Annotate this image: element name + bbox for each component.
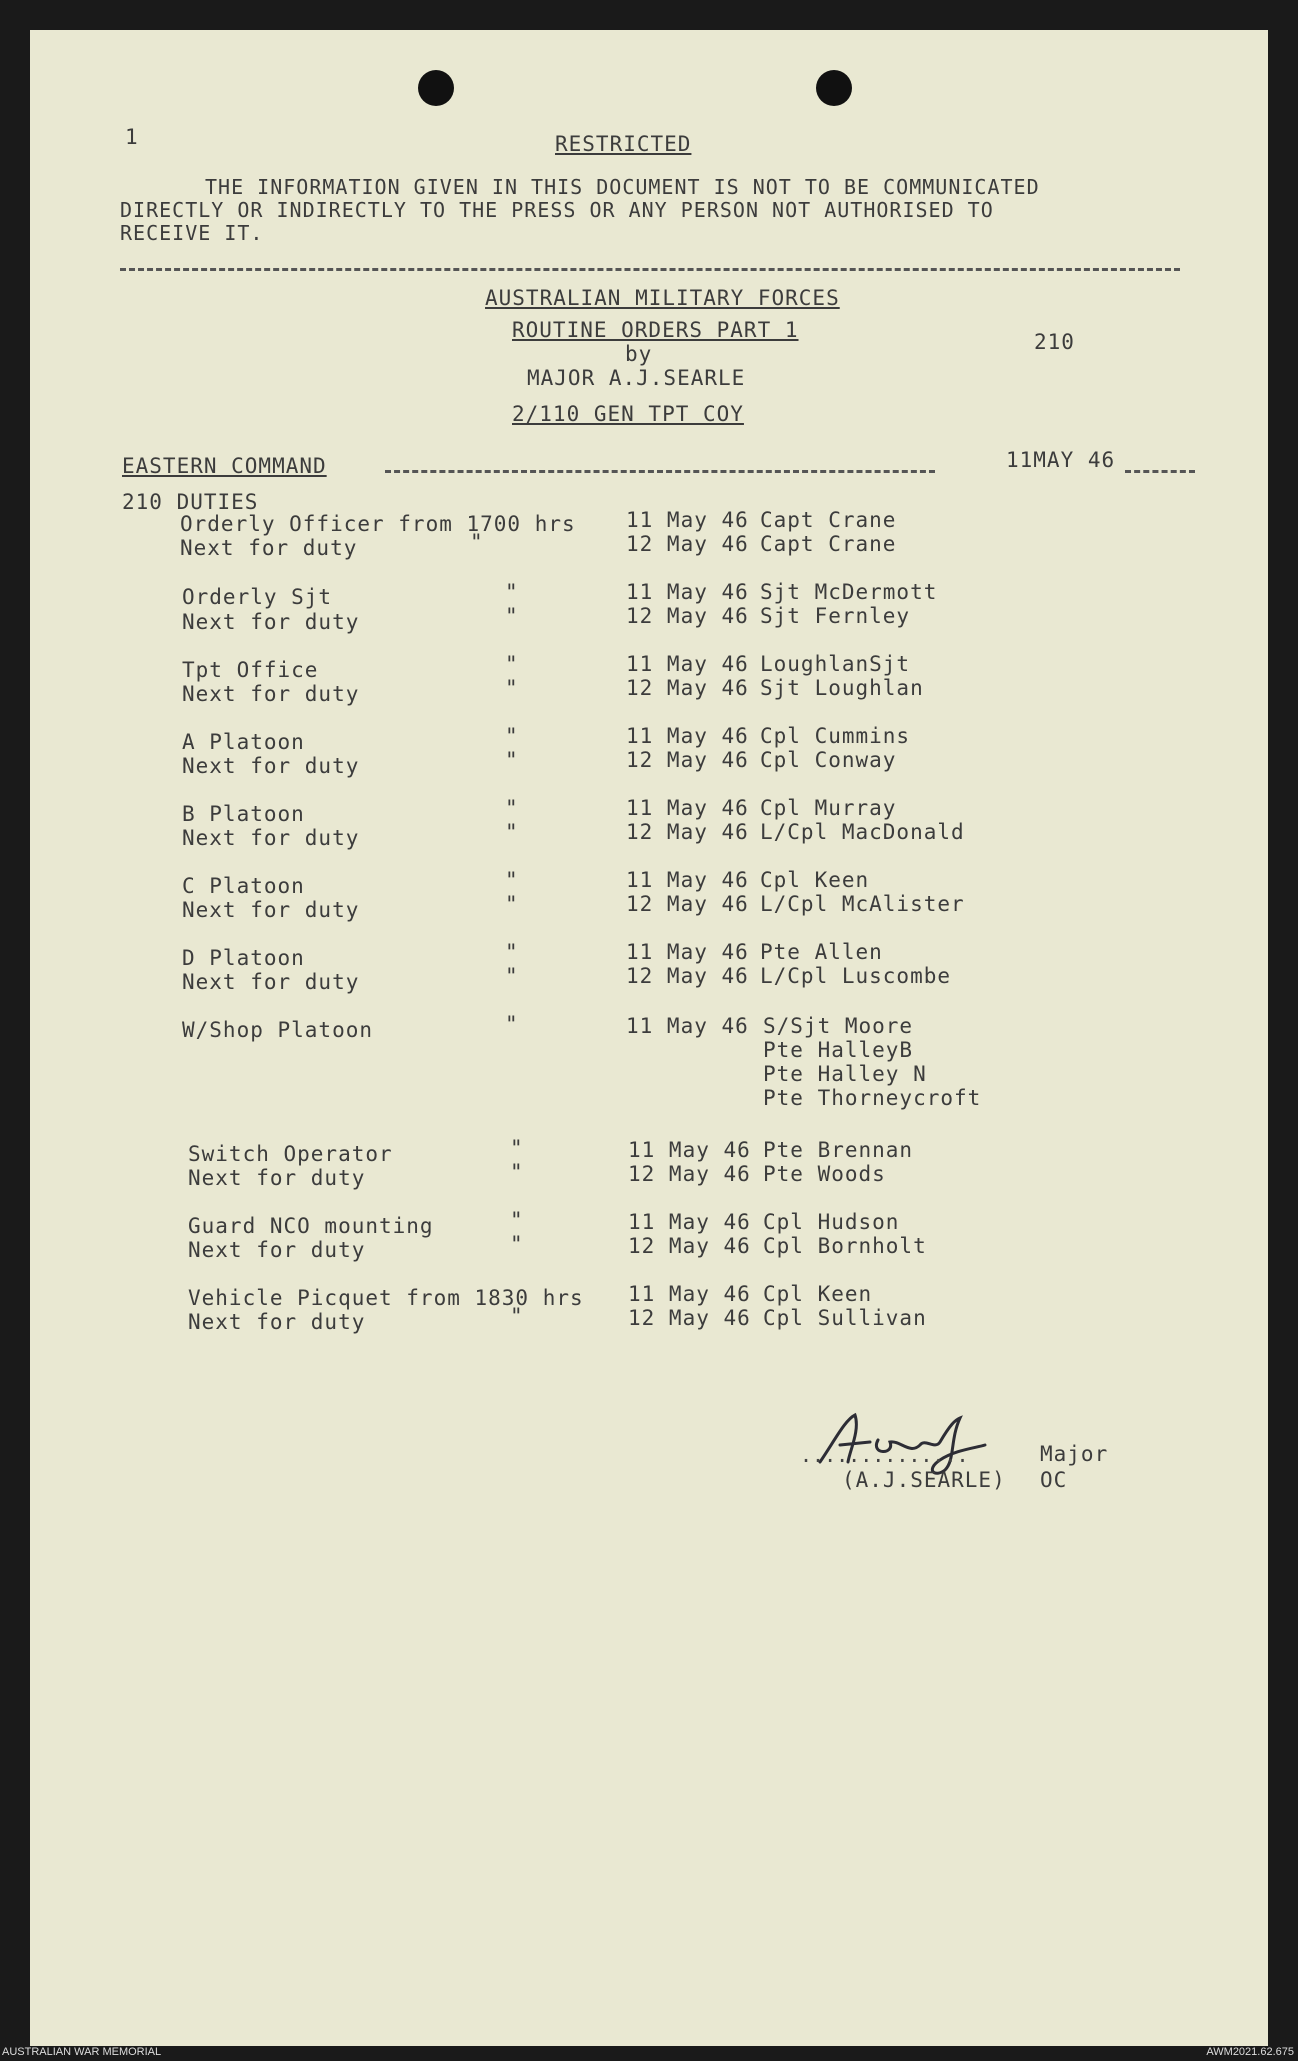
ditto-mark: " [510, 1160, 524, 1184]
duty-date: 12 May 46 [628, 1162, 751, 1186]
duty-person: Pte HalleyB [763, 1038, 914, 1062]
duty-date: 11 May 46 [626, 508, 749, 532]
duty-role: Switch Operator [188, 1142, 393, 1166]
title-line-1: AUSTRALIAN MILITARY FORCES [485, 286, 840, 310]
ditto-mark: " [510, 1136, 524, 1160]
duty-date: 11 May 46 [628, 1138, 751, 1162]
duty-role: Guard NCO mounting [188, 1214, 434, 1238]
separator-line [120, 268, 1180, 273]
section-heading: 210 DUTIES [122, 490, 259, 514]
command-label: EASTERN COMMAND [122, 454, 327, 478]
duty-role: Next for duty [188, 1310, 366, 1334]
duty-role: Next for duty [182, 682, 360, 706]
ditto-mark: " [510, 1208, 524, 1232]
duty-date: 11 May 46 [626, 940, 749, 964]
duty-person: S/Sjt Moore [763, 1014, 914, 1038]
ditto-mark: " [470, 530, 484, 554]
duty-person: Pte Halley N [763, 1062, 927, 1086]
duty-role: W/Shop Platoon [182, 1018, 374, 1042]
title-line-3: by [625, 342, 653, 366]
duty-person: Pte Allen [760, 940, 883, 964]
duty-person: Cpl Conway [760, 748, 897, 772]
ditto-mark: " [505, 580, 519, 604]
duty-date: 12 May 46 [628, 1234, 751, 1258]
duty-role: Orderly Officer from 1700 hrs [180, 512, 576, 536]
duty-role: Next for duty [182, 826, 360, 850]
duty-date: 12 May 46 [626, 676, 749, 700]
duty-role: Next for duty [188, 1166, 366, 1190]
duty-date: 12 May 46 [626, 964, 749, 988]
ditto-mark: " [510, 1232, 524, 1256]
signature-rank: Major [1040, 1442, 1109, 1466]
order-date: 11MAY 46 [1006, 448, 1116, 472]
duty-person: Pte Thorneycroft [763, 1086, 982, 1110]
duty-person: Sjt Fernley [760, 604, 911, 628]
ditto-mark: " [505, 724, 519, 748]
notice-line-2: DIRECTLY OR INDIRECTLY TO THE PRESS OR ANY PERSON NOT AUTHORISED TO [120, 198, 994, 222]
ditto-mark: " [505, 748, 519, 772]
duty-person: Capt Crane [760, 532, 897, 556]
duty-role: Next for duty [188, 1238, 366, 1262]
duty-role: B Platoon [182, 802, 305, 826]
corner-mark: 1 [125, 125, 139, 149]
duty-date: 11 May 46 [628, 1210, 751, 1234]
signature-name: (A.J.SEARLE) [842, 1468, 1006, 1492]
ditto-mark: " [505, 676, 519, 700]
duty-date: 11 May 46 [626, 580, 749, 604]
ditto-mark: " [510, 1304, 524, 1328]
duty-person: Cpl Sullivan [763, 1306, 927, 1330]
ditto-mark: " [505, 796, 519, 820]
duty-role: Next for duty [182, 610, 360, 634]
duty-person: Pte Brennan [763, 1138, 914, 1162]
duty-person: Cpl Murray [760, 796, 897, 820]
duty-role: C Platoon [182, 874, 305, 898]
ditto-mark: " [505, 964, 519, 988]
duty-role: Tpt Office [182, 658, 319, 682]
title-line-2: ROUTINE ORDERS PART 1 [512, 318, 799, 342]
duty-person: Cpl Keen [763, 1282, 873, 1306]
duty-role: Next for duty [180, 536, 358, 560]
date-underline [1125, 470, 1195, 475]
duty-role: A Platoon [182, 730, 305, 754]
duty-date: 11 May 46 [626, 796, 749, 820]
duty-person: Cpl Cummins [760, 724, 911, 748]
ditto-mark: " [505, 940, 519, 964]
duty-person: Sjt McDermott [760, 580, 938, 604]
order-number: 210 [1034, 330, 1075, 354]
ditto-mark: " [505, 1012, 519, 1036]
command-underline [385, 470, 935, 475]
restricted-heading: RESTRICTED [555, 132, 692, 156]
duty-person: L/Cpl MacDonald [760, 820, 965, 844]
notice-line-3: RECEIVE IT. [120, 221, 264, 245]
ditto-mark: " [505, 652, 519, 676]
svg-text:..............: .............. [800, 1443, 969, 1467]
duty-person: Sjt Loughlan [760, 676, 924, 700]
punch-hole [418, 70, 454, 106]
duty-date: 12 May 46 [626, 748, 749, 772]
document-page [30, 30, 1268, 2046]
title-line-5: 2/110 GEN TPT COY [512, 402, 744, 426]
duty-date: 12 May 46 [628, 1306, 751, 1330]
duty-date: 12 May 46 [626, 892, 749, 916]
duty-role: D Platoon [182, 946, 305, 970]
duty-role: Orderly Sjt [182, 585, 333, 609]
duty-role: Next for duty [182, 970, 360, 994]
duty-person: L/Cpl Luscombe [760, 964, 952, 988]
duty-person: Cpl Hudson [763, 1210, 900, 1234]
duty-date: 12 May 46 [626, 532, 749, 556]
duty-role: Next for duty [182, 898, 360, 922]
duty-person: Capt Crane [760, 508, 897, 532]
duty-person: LoughlanSjt [760, 652, 911, 676]
duty-date: 11 May 46 [626, 868, 749, 892]
duty-date: 12 May 46 [626, 820, 749, 844]
ditto-mark: " [505, 892, 519, 916]
signature-position: OC [1040, 1468, 1068, 1492]
duty-person: L/Cpl McAlister [760, 892, 965, 916]
duty-person: Cpl Bornholt [763, 1234, 927, 1258]
footer-left: AUSTRALIAN WAR MEMORIAL [2, 2046, 162, 2058]
ditto-mark: " [505, 868, 519, 892]
duty-person: Pte Woods [763, 1162, 886, 1186]
duty-person: Cpl Keen [760, 868, 870, 892]
ditto-mark: " [505, 820, 519, 844]
duty-date: 11 May 46 [626, 1014, 749, 1038]
notice-line-1: THE INFORMATION GIVEN IN THIS DOCUMENT IS NOT TO BE COMMUNICATED [205, 175, 1040, 199]
title-line-4: MAJOR A.J.SEARLE [527, 366, 746, 390]
duty-role: Vehicle Picquet from 1830 hrs [188, 1286, 584, 1310]
duty-date: 12 May 46 [626, 604, 749, 628]
duty-date: 11 May 46 [626, 724, 749, 748]
ditto-mark: " [505, 604, 519, 628]
punch-hole [816, 70, 852, 106]
duty-role: Next for duty [182, 754, 360, 778]
duty-date: 11 May 46 [626, 652, 749, 676]
duty-date: 11 May 46 [628, 1282, 751, 1306]
footer-right: AWM2021.62.675 [1206, 2046, 1294, 2058]
